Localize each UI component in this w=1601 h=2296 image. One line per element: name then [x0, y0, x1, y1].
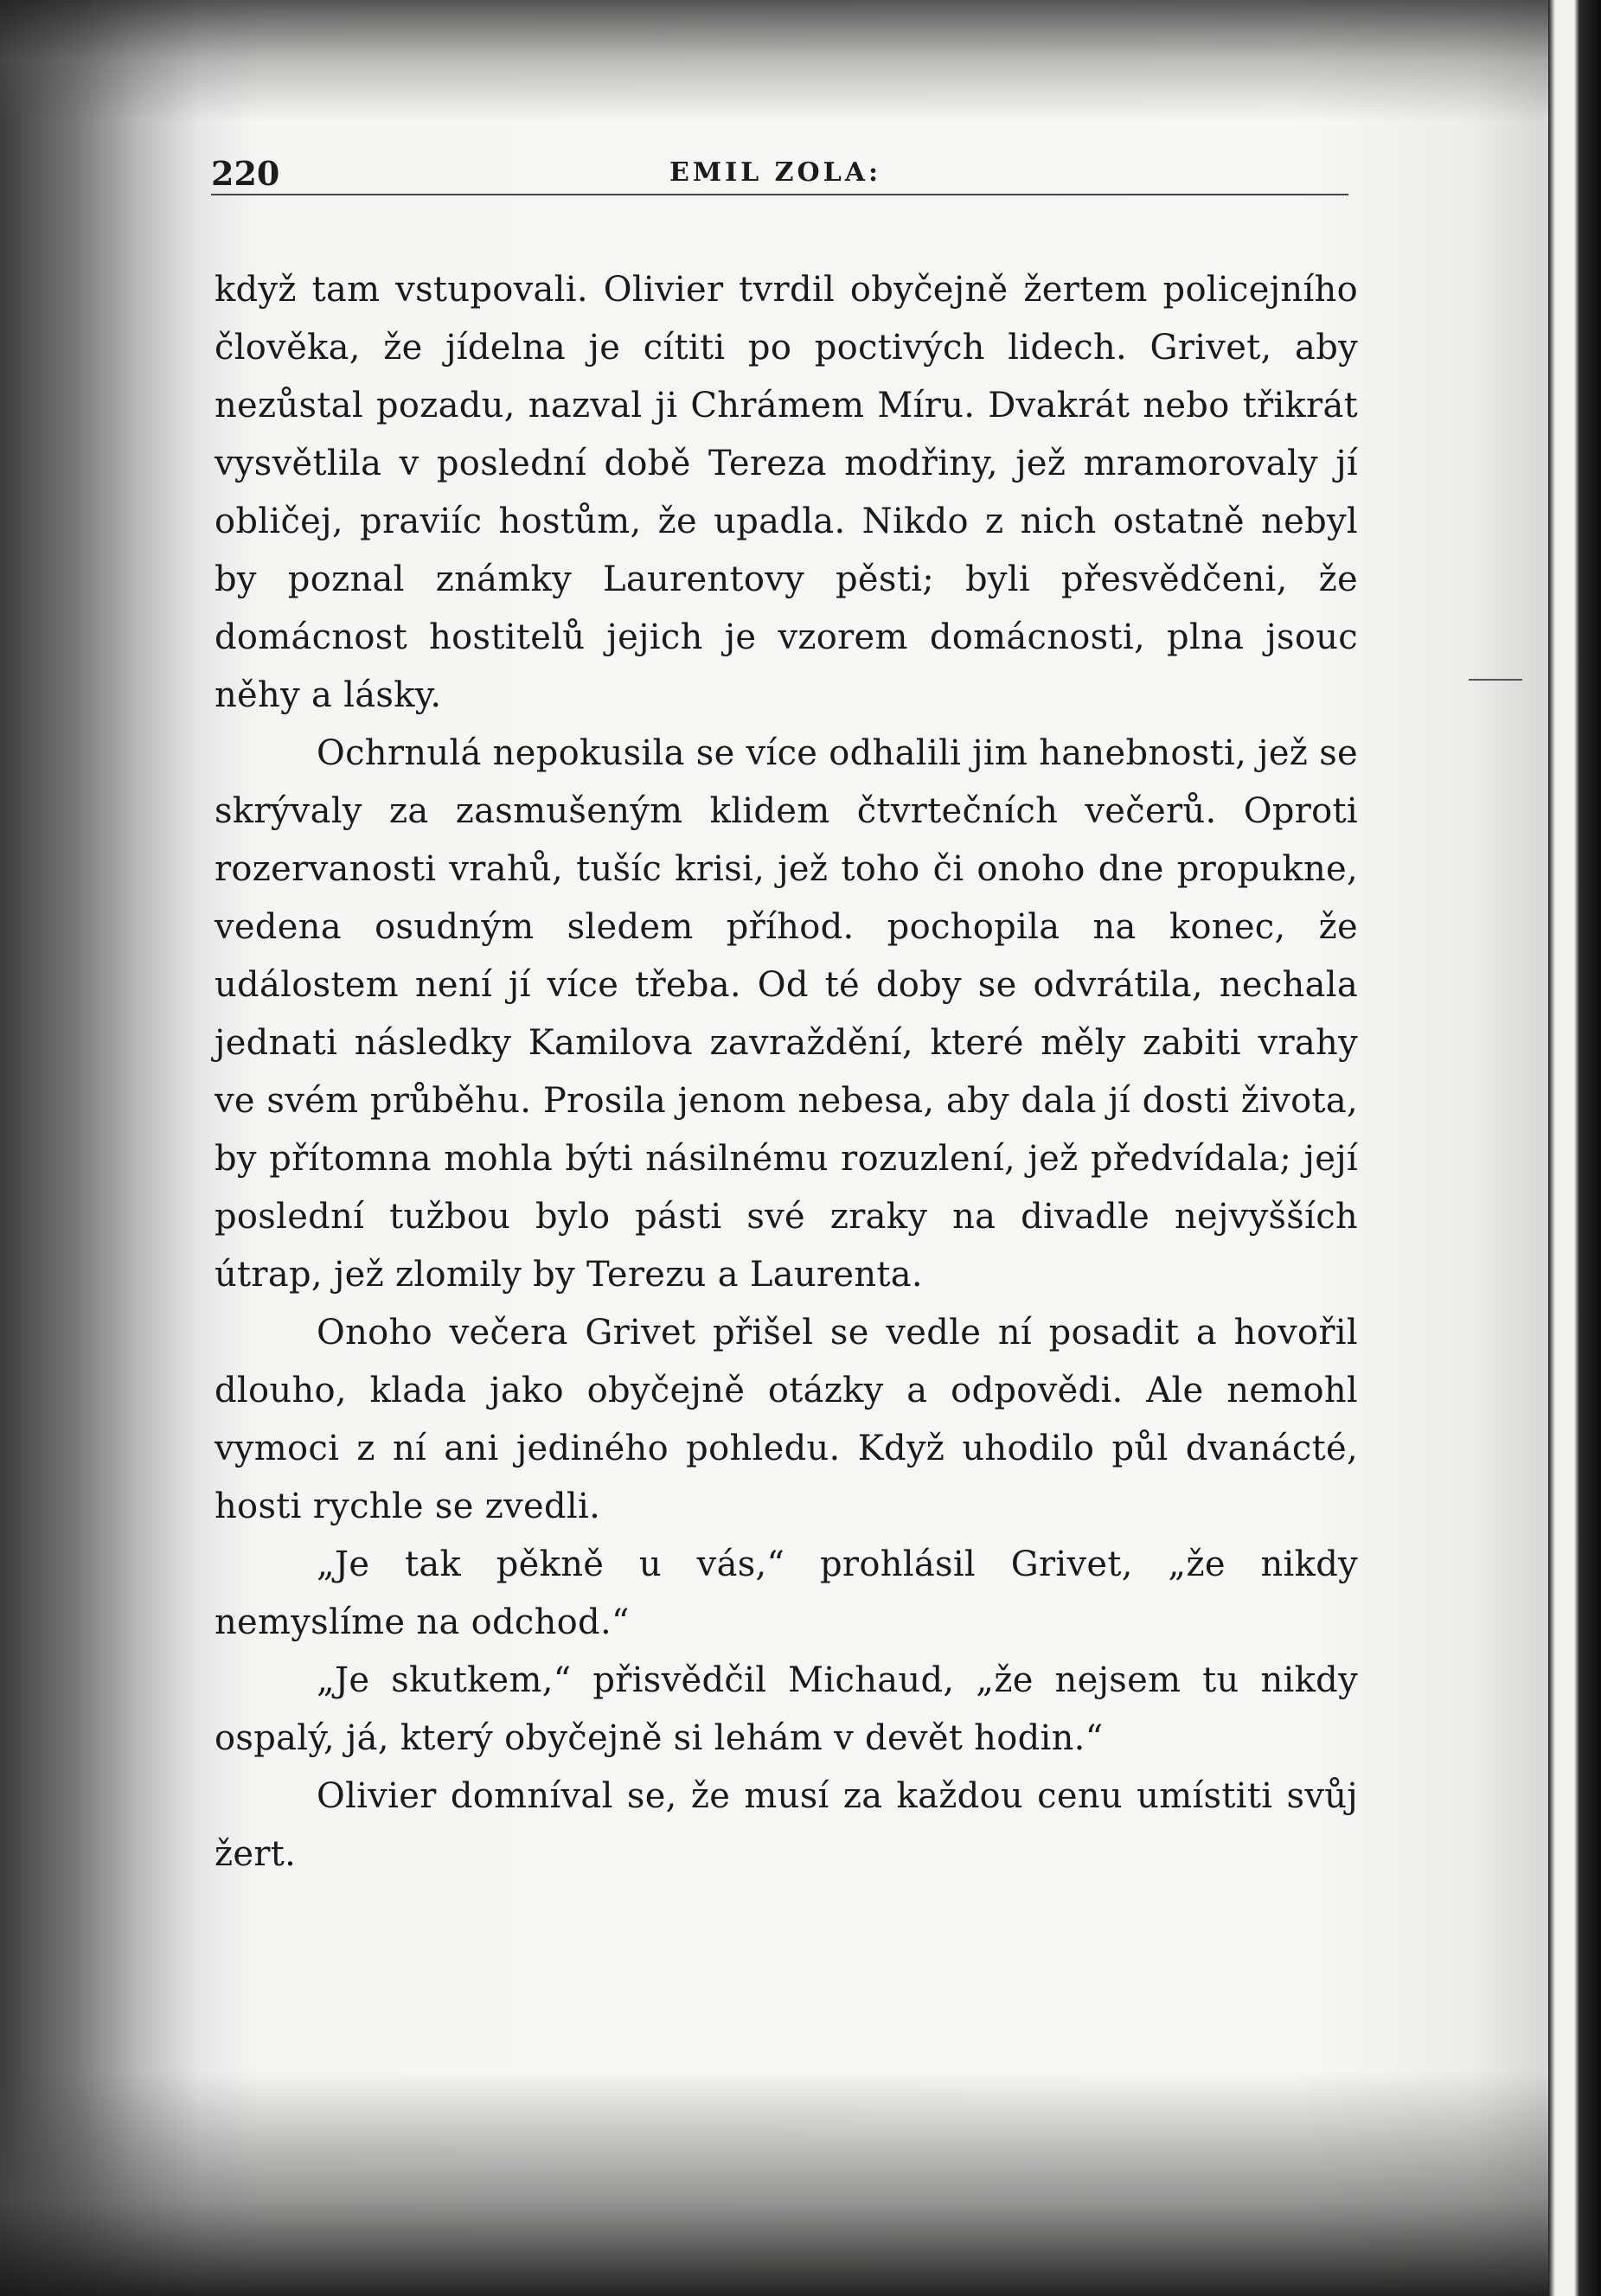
paragraph: když tam vstupovali. Olivier tvrdil obyčejně žertem policejního člověka, že jídelna je cítiti po poctivých lidech. Grivet, aby nezůstal pozadu, nazval ji Chrámem Míru. Dvakrát nebo třikrát vysvětlila v poslední době Tereza modřiny, jež mramorovaly jí obličej, praviíc hostům, že upadla. Nikdo z nich ostatně nebyl by poznal známky Laurentovy pěsti; byli přesvědčeni, že domácnost hostitelů jejich je vzorem domácnosti, plna jsouc něhy a lásky.: [215, 270, 1358, 715]
paragraph: Onoho večera Grivet přišel se vedle ní posadit a hovořil dlouho, klada jako obyčejně otázky a odpovědi. Ale nemohl vymoci z ní ani jediného pohledu. Když uhodilo půl dvanácté, hosti rychle se zvedli.: [215, 1313, 1358, 1526]
page-header: [211, 154, 1348, 195]
margin-mark: [1469, 679, 1522, 681]
paragraph: „Je skutkem,“ přisvědčil Michaud, „že nejsem tu nikdy ospalý, já, který obyčejně si lehám v devět hodin.“: [215, 1660, 1358, 1758]
body-text: [215, 261, 1358, 1883]
paragraph: Olivier domníval se, že musí za každou cenu umístiti svůj žert.: [215, 1776, 1358, 1874]
paragraph: Ochrnulá nepokusila se více odhalili jim hanebnosti, jež se skrývaly za zasmušeným klidem čtvrtečních večerů. Oproti rozervanosti vrahů, tušíc krisi, jež toho či onoho dne propukne, vedena osudným sledem příhod. pochopila na konec, že událostem není jí více třeba. Od té doby se odvrátila, nechala jednati následky Kamilova zavraždění, které měly zabiti vrahy ve svém průběhu. Prosila jenom nebesa, aby dala jí dosti života, by přítomna mohla býti násilnému rozuzlení, jež předvídala; její poslední tužbou bylo pásti své zraky na divadle nejvyšších útrap, jež zlomily by Terezu a Laurenta.: [215, 733, 1358, 1295]
running-head: EMIL ZOLA:: [669, 157, 882, 188]
adjacent-page-edge: [1548, 0, 1601, 2296]
paragraph: „Je tak pěkně u vás,“ prohlásil Grivet, „že nikdy nemyslíme na odchod.“: [215, 1545, 1358, 1642]
page-number: 220: [211, 154, 280, 193]
